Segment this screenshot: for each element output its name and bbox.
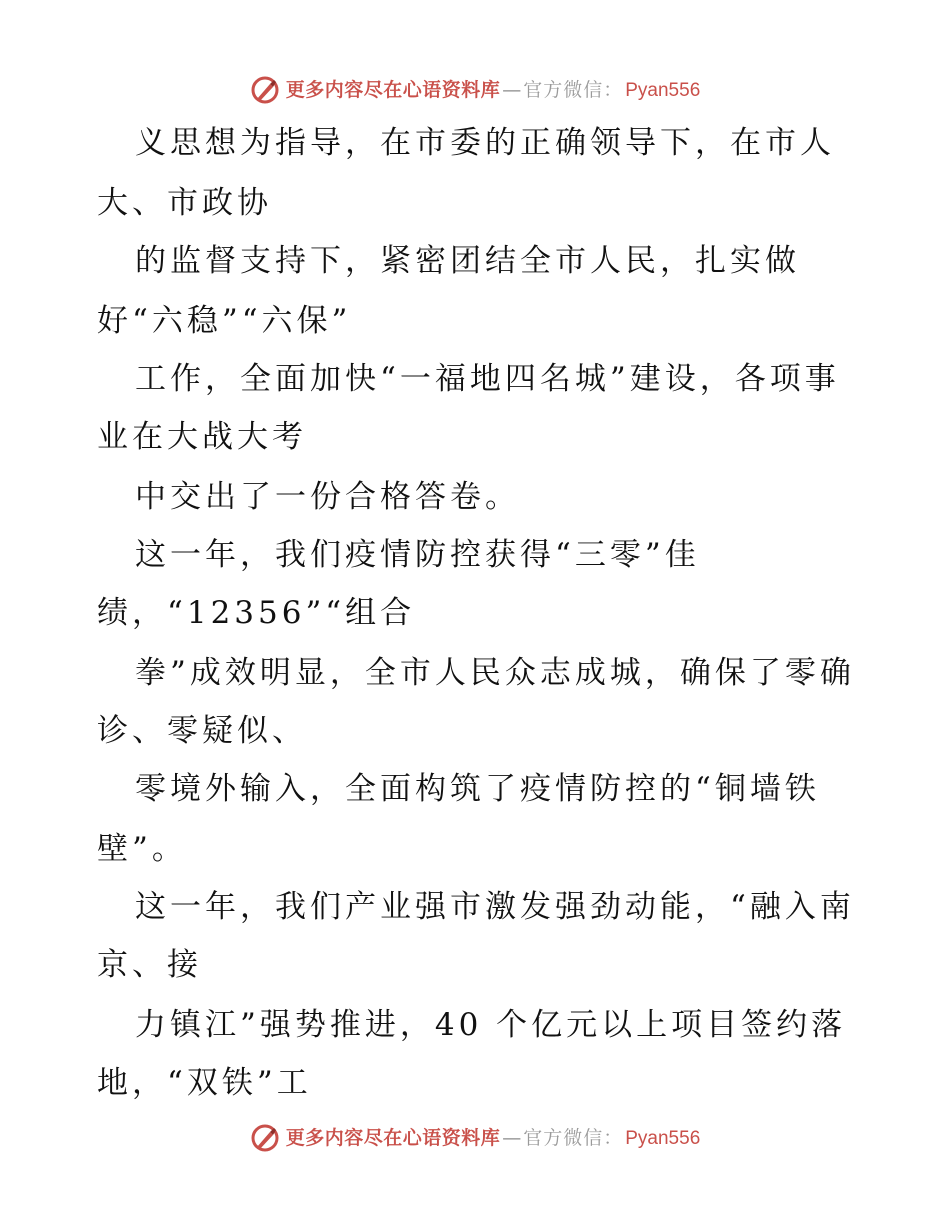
header-banner-main-text: 更多内容尽在心语资料库 xyxy=(285,78,501,101)
body-line: 中交出了一份合格答卷。 xyxy=(135,479,520,515)
pen-logo-icon xyxy=(250,1123,280,1153)
header-watermark-banner xyxy=(0,70,950,110)
body-line: 地，“双铁”工 xyxy=(97,1065,312,1101)
header-banner-side-text: 官方微信： xyxy=(523,78,624,101)
body-line: 拳”成效明显，全市人民众志成城，确保了零确 xyxy=(135,655,855,691)
footer-banner-text xyxy=(285,1126,701,1149)
pen-logo-icon xyxy=(250,75,280,105)
body-line: 义思想为指导，在市委的正确领导下，在市人 xyxy=(135,125,835,161)
body-line: 力镇江”强势推进，40 个亿元以上项目签约落 xyxy=(135,1007,847,1043)
body-line: 这一年，我们疫情防控获得“三零”佳 xyxy=(135,537,700,573)
body-line: 京、接 xyxy=(97,947,202,983)
footer-banner-side-text: 官方微信： xyxy=(523,1126,624,1149)
body-line: 的监督支持下，紧密团结全市人民，扎实做 xyxy=(135,243,800,279)
body-line: 壁”。 xyxy=(97,831,187,867)
body-line: 工作，全面加快“一福地四名城”建设，各项事 xyxy=(135,361,840,397)
body-line: 这一年，我们产业强市激发强劲动能，“融入南 xyxy=(135,889,855,925)
footer-banner-main-text: 更多内容尽在心语资料库 xyxy=(285,1126,501,1149)
footer-watermark-banner xyxy=(0,1118,950,1158)
body-line: 零境外输入，全面构筑了疫情防控的“铜墙铁 xyxy=(135,771,820,807)
body-line: 业在大战大考 xyxy=(97,419,307,455)
header-banner-text xyxy=(285,78,701,101)
body-line: 绩，“12356”“组合 xyxy=(97,595,416,631)
footer-banner-dash: — xyxy=(502,1126,522,1149)
header-banner-wechat-id: Pyan556 xyxy=(625,79,701,101)
header-banner-dash: — xyxy=(502,78,522,101)
body-line: 大、市政协 xyxy=(97,185,272,221)
body-line: 诊、零疑似、 xyxy=(97,713,307,749)
footer-banner-wechat-id: Pyan556 xyxy=(625,1127,701,1149)
body-line: 好“六稳”“六保” xyxy=(97,303,352,339)
